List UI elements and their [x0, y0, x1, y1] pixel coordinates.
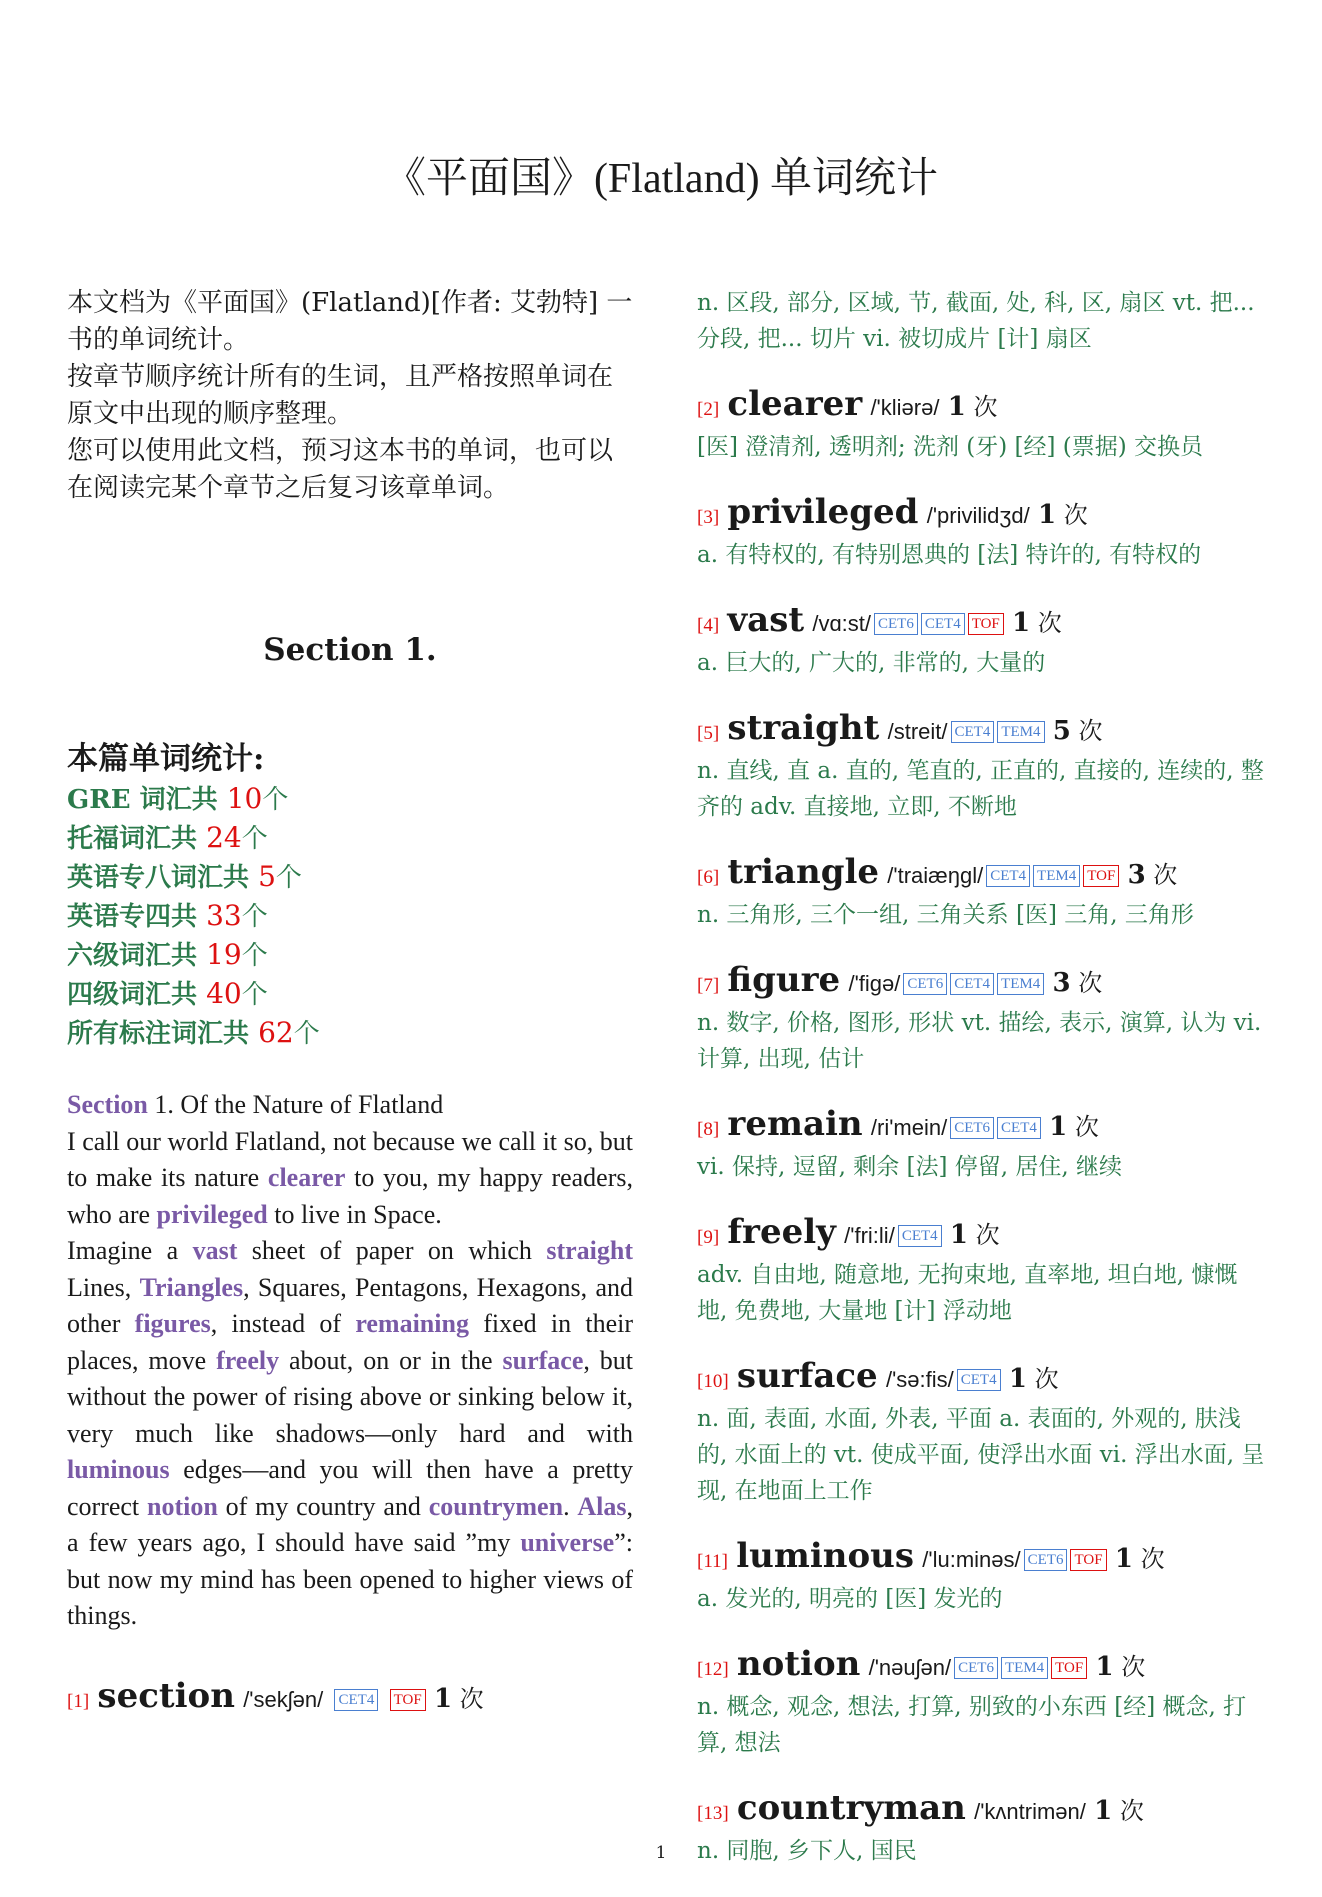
- tag-badge: CET6: [874, 613, 918, 635]
- vocab-entry: [3] privileged /'privilidʒd/ 1 次 a. 有特权的, 有特别恩典的 [法] 特许的, 有特权的: [697, 492, 1202, 568]
- highlight-word: privileged: [156, 1199, 268, 1229]
- passage: [67, 1087, 633, 1635]
- highlight-word: surface: [502, 1345, 584, 1375]
- stats-list: [67, 780, 633, 1053]
- tag-badge: CET4: [986, 865, 1030, 887]
- stat-toefl: 托福词汇共 24个: [67, 821, 268, 854]
- highlight-word: remaining: [355, 1309, 469, 1338]
- intro-line: 您可以使用此文档，预习这本书的单词，也可以在阅读完某个章节之后复习该章单词。: [67, 436, 614, 503]
- vocab-entry: [5] straight /streit/ CET4 TEM4 5 次 n. 直线, 直 a. 直的, 笔直的, 正直的, 直接的, 连续的, 整齐的 adv. 直接地, 立即, 不断地: [697, 708, 1264, 820]
- highlight-word: countrymen: [428, 1491, 564, 1521]
- stat-tem4: 英语专四共 33个: [67, 899, 268, 932]
- tag-badge: CET6: [950, 1117, 994, 1139]
- section-heading: Section 1.: [263, 632, 437, 668]
- stat-cet4: 四级词汇共 40个: [67, 977, 268, 1010]
- tag-badge: CET4: [334, 1689, 378, 1711]
- tag-badge: TOF: [968, 613, 1004, 635]
- highlight-word: Triangles: [139, 1272, 244, 1302]
- tag-badge: CET4: [957, 1369, 1001, 1391]
- page-number: 1: [655, 1843, 667, 1863]
- highlight-word: clearer: [267, 1163, 346, 1192]
- page-title: 《平面国》(Flatland) 单词统计: [383, 156, 939, 202]
- vocab-entry: [2] clearer /'kliərə/ 1 次 [医] 澄清剂, 透明剂; 洗剂 (牙) [经] (票据) 交换员: [697, 384, 1204, 460]
- tag-badge: CET6: [954, 1657, 998, 1679]
- tag-badge: TOF: [1070, 1549, 1106, 1571]
- vocab-entry: [12] notion /'nəuʃən/ CET6 TEM4 TOF 1 次 n. 概念, 观念, 想法, 打算, 别致的小东西 [经] 概念, 打算, 想法: [697, 1644, 1247, 1756]
- highlight-word: straight: [546, 1236, 633, 1265]
- tag-badge: TOF: [390, 1689, 426, 1711]
- tag-badge: CET4: [951, 721, 995, 743]
- stat-cet6: 六级词汇共 19个: [67, 938, 268, 971]
- intro-line: 按章节顺序统计所有的生词，且严格按照单词在原文中出现的顺序整理。: [67, 362, 614, 429]
- right-column: [697, 285, 1267, 1897]
- tag-badge: CET4: [997, 1117, 1041, 1139]
- intro-line: 本文档为《平面国》(Flatland)[作者: 艾勃特] 一书的单词统计。: [67, 288, 633, 355]
- vocab-entry: [9] freely /'fri:li/ CET4 1 次 adv. 自由地, 随意地, 无拘束地, 直率地, 坦白地, 慷慨地, 免费地, 大量地 [计] 浮动地: [697, 1212, 1238, 1324]
- stat-tem8: 英语专八词汇共 5个: [67, 860, 302, 893]
- vocab-entry-1: [1] section /'sekʃən/ CET4 TOF 1 次: [67, 1675, 484, 1716]
- tag-badge: CET6: [903, 973, 947, 995]
- vocab-entry: [4] vast /vɑ:st/ CET6 CET4 TOF 1 次 a. 巨大的, 广大的, 非常的, 大量的: [697, 600, 1062, 676]
- vocab-entry: [10] surface /'sə:fis/ CET4 1 次 n. 面, 表面, 水面, 外表, 平面 a. 表面的, 外观的, 肤浅的, 水面上的 vt. 使成平面, 使浮出水面 vi. 浮出水面, 呈现, 在地面上工作: [697, 1356, 1265, 1504]
- highlight-word: universe: [520, 1528, 615, 1557]
- stats-title: 本篇单词统计:: [67, 741, 265, 777]
- stat-gre: GRE 词汇共 10个: [67, 782, 289, 815]
- highlight-word: freely: [216, 1345, 280, 1375]
- passage-paragraph: Imagine a vast sheet of paper on which straight Lines, Triangles, Squares, Pentagons, Hexagons, and other figures, instead of remaining fixed in their places, move freely about, on or in the surface, but without the power of rising above or sinking below it, very much like shadows—only hard and with luminous edges—and you will then have a pretty correct notion of my country and countrymen. Alas, a few years ago, I should have said ”my universe”: but now my mind has been opened to higher views of things.: [67, 1236, 634, 1630]
- highlight-word: figures: [134, 1309, 211, 1338]
- tag-badge: TEM4: [997, 973, 1044, 995]
- tag-badge: TEM4: [1033, 865, 1080, 887]
- vocab-entry: [13] countryman /'kʌntrimən/ 1 次 n. 同胞, 乡下人, 国民: [697, 1788, 1144, 1864]
- left-column: [67, 285, 633, 1721]
- entry-word: section: [97, 1675, 235, 1716]
- tag-badge: TOF: [1083, 865, 1119, 887]
- passage-paragraph: I call our world Flatland, not because we call it so, but to make its nature clearer to you, my happy readers, who are privileged to live in Space.: [67, 1126, 634, 1229]
- tag-badge: CET4: [898, 1225, 942, 1247]
- highlight-word: vast: [192, 1236, 238, 1265]
- tag-badge: CET4: [921, 613, 965, 635]
- intro-text: [67, 285, 633, 507]
- vocab-entry: [11] luminous /'lu:minəs/ CET6 TOF 1 次 a. 发光的, 明亮的 [医] 发光的: [697, 1536, 1165, 1612]
- vocab-entry: [7] figure /'figə/ CET6 CET4 TEM4 3 次 n. 数字, 价格, 图形, 形状 vt. 描绘, 表示, 演算, 认为 vi. 计算, 出现, 估计: [697, 960, 1262, 1072]
- tag-badge: CET4: [950, 973, 994, 995]
- tag-badge: TEM4: [1001, 1657, 1048, 1679]
- vocab-entry: [6] triangle /'traiæŋgl/ CET4 TEM4 TOF 3 次 n. 三角形, 三个一组, 三角关系 [医] 三角, 三角形: [697, 852, 1194, 928]
- vocab-entry: [8] remain /ri'mein/ CET6 CET4 1 次 vi. 保持, 逗留, 剩余 [法] 停留, 居住, 继续: [697, 1104, 1123, 1180]
- highlight-word: Alas: [577, 1491, 627, 1521]
- tag-badge: CET6: [1024, 1549, 1068, 1571]
- tag-badge: TOF: [1051, 1657, 1087, 1679]
- highlight-word: notion: [146, 1491, 218, 1521]
- vocab-entry-1-definition: n. 区段, 部分, 区域, 节, 截面, 处, 科, 区, 扇区 vt. 把... 分段, 把... 切片 vi. 被切成片 [计] 扇区: [697, 290, 1255, 352]
- stat-all: 所有标注词汇共 62个: [67, 1016, 320, 1049]
- tag-badge: TEM4: [997, 721, 1044, 743]
- passage-heading: Section 1. Of the Nature of Flatland: [67, 1090, 444, 1119]
- highlight-word: luminous: [67, 1455, 170, 1484]
